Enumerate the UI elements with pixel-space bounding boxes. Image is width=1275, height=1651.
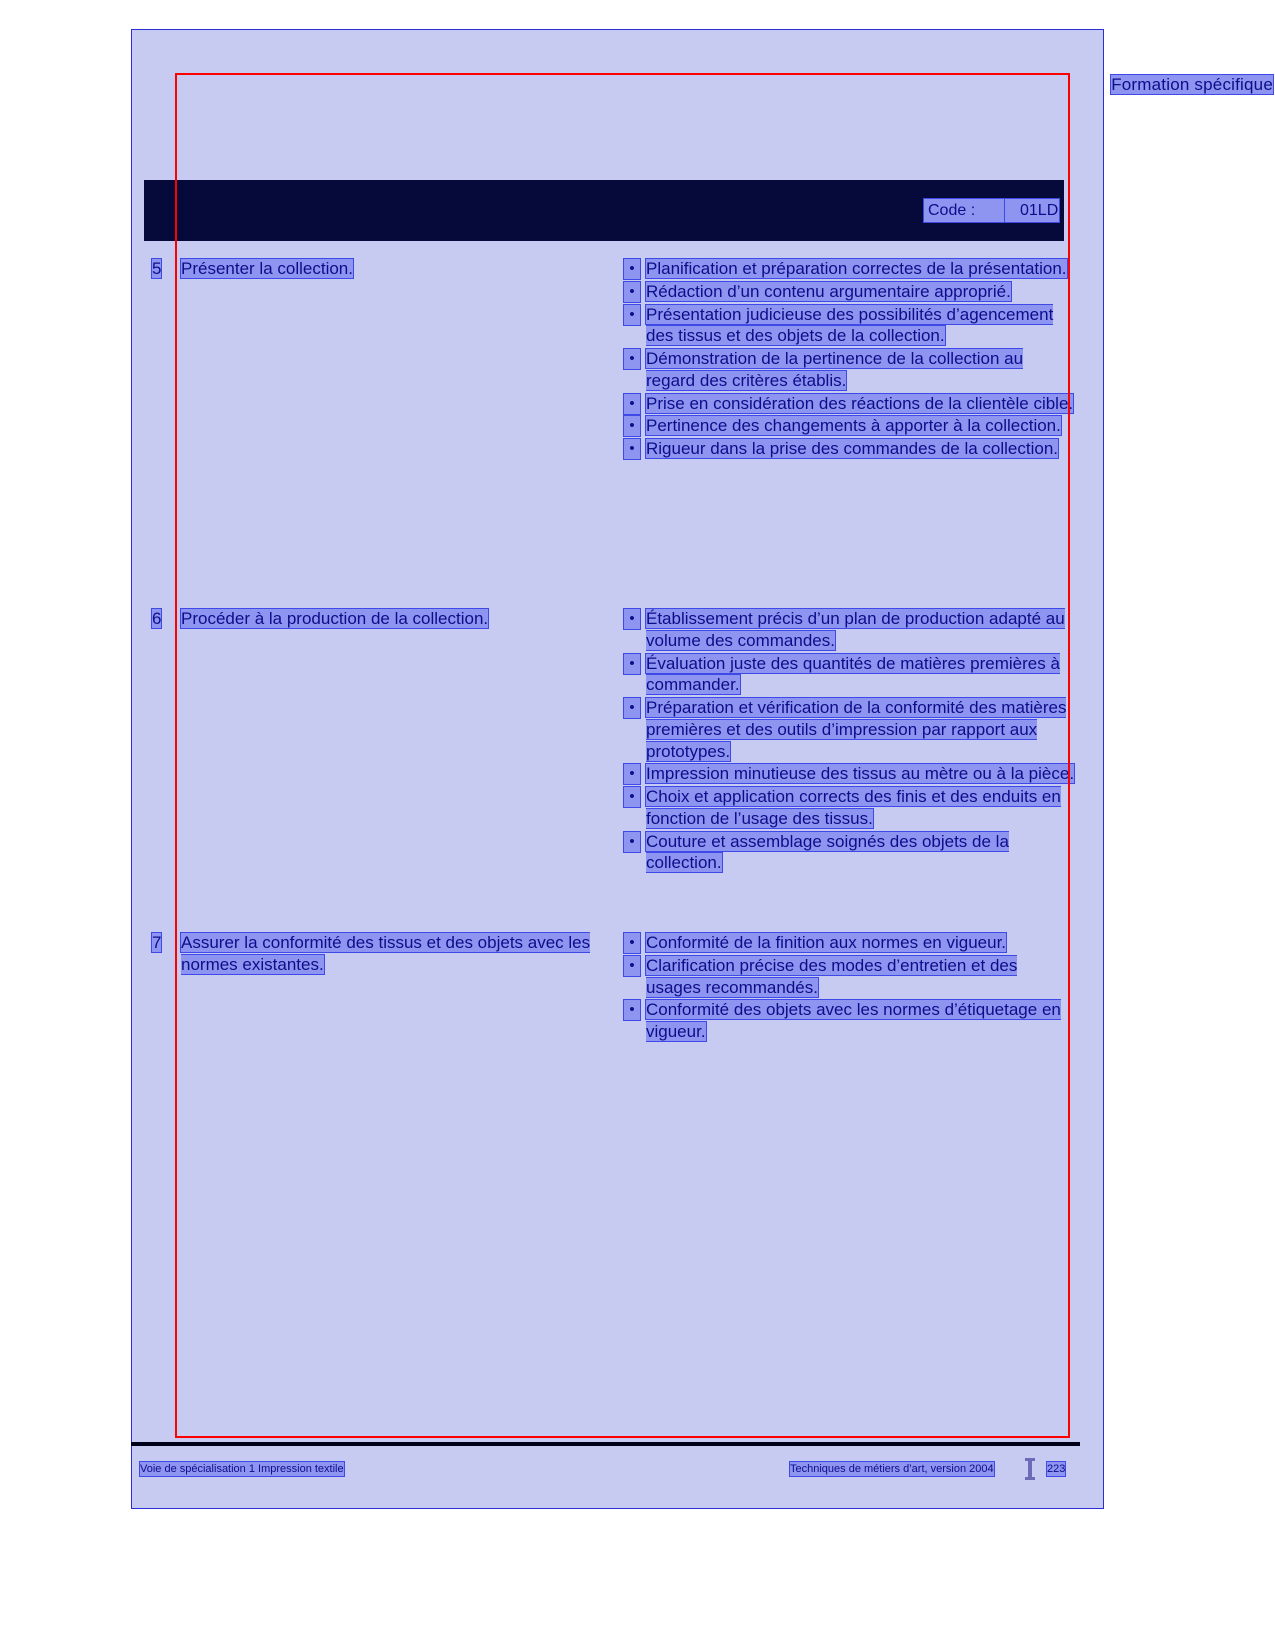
criterion-item — [624, 831, 1076, 875]
criterion-text: Planification et préparation correctes de la présentation. — [646, 259, 1067, 278]
criterion-item — [624, 955, 1076, 999]
bullet-icon: • — [624, 1000, 640, 1020]
criterion-item — [624, 415, 1076, 437]
competency-statement: Présenter la collection. — [181, 259, 353, 278]
criterion-text: Conformité des objets avec les normes d’étiquetage en vigueur. — [646, 1000, 1061, 1041]
criterion-item — [624, 608, 1076, 652]
competency-number: 5 — [152, 259, 162, 278]
criterion-text: Rigueur dans la prise des commandes de la collection. — [646, 439, 1059, 458]
code-value: 01LD — [1020, 201, 1059, 219]
bullet-icon: • — [624, 282, 640, 302]
criterion-text: Prise en considération des réactions de la clientèle cible. — [646, 393, 1074, 413]
competency-statement: Procéder à la production de la collection. — [181, 609, 489, 628]
text-caret — [1028, 1458, 1032, 1480]
code-label: Code : — [928, 201, 976, 219]
footer-right-text: Techniques de métiers d’art, version 2004 — [790, 1463, 994, 1475]
criterion-item — [624, 304, 1076, 348]
competency-number: 7 — [152, 933, 162, 952]
bullet-icon: • — [624, 416, 640, 436]
bullet-icon: • — [624, 259, 640, 279]
criterion-text: Couture et assemblage soignés des objets de la collection. — [646, 831, 1009, 873]
bullet-icon: • — [624, 832, 640, 852]
criterion-text: Choix et application corrects des finis et des enduits en fonction de l’usage des tissus. — [646, 787, 1061, 828]
criterion-item — [624, 932, 1076, 954]
criterion-item — [624, 258, 1076, 280]
criterion-text: Impression minutieuse des tissus au mètre ou à la pièce. — [646, 764, 1075, 784]
criterion-item — [624, 697, 1076, 762]
criterion-text: Rédaction d’un contenu argumentaire approprié. — [646, 281, 1011, 301]
bullet-icon: • — [624, 439, 640, 459]
criterion-item — [624, 281, 1076, 303]
competency-statement: Assurer la conformité des tissus et des objets avec les normes existantes. — [181, 933, 591, 974]
criteria-list — [624, 258, 1076, 461]
bullet-icon: • — [624, 394, 640, 414]
bullet-icon: • — [624, 764, 640, 784]
criterion-item — [624, 438, 1076, 460]
bullet-icon: • — [624, 698, 640, 718]
header-right — [1111, 74, 1273, 96]
criterion-item — [624, 999, 1076, 1043]
header-right-text: Formation spécifique — [1111, 75, 1273, 94]
code-box — [924, 199, 1059, 222]
footer-rule — [131, 1442, 1080, 1446]
footer-left-text: Voie de spécialisation 1 Impression textile — [140, 1463, 344, 1475]
criterion-item — [624, 763, 1076, 785]
criteria-list — [624, 932, 1076, 1044]
section-banner — [144, 180, 1064, 241]
page-footer — [0, 1462, 1275, 1478]
criterion-item — [624, 653, 1076, 697]
code-separator — [1004, 199, 1005, 222]
criterion-text: Clarification précise des modes d’entretien et des usages recommandés. — [646, 955, 1018, 997]
criterion-text: Présentation judicieuse des possibilités d’agencement des tissus et des objets de la collection. — [646, 304, 1054, 346]
bullet-icon: • — [624, 654, 640, 674]
footer-page-number: 223 — [1047, 1463, 1066, 1475]
criterion-text: Démonstration de la pertinence de la collection au regard des critères établis. — [646, 349, 1024, 390]
bullet-icon: • — [624, 349, 640, 369]
bullet-icon: • — [624, 956, 640, 976]
criterion-item — [624, 393, 1076, 415]
criterion-item — [624, 348, 1076, 392]
bullet-icon: • — [624, 305, 640, 325]
criteria-list — [624, 608, 1076, 875]
bullet-icon: • — [624, 609, 640, 629]
criterion-text: Évaluation juste des quantités de matières premières à commander. — [646, 653, 1060, 695]
criterion-text: Pertinence des changements à apporter à la collection. — [646, 416, 1061, 436]
bullet-icon: • — [624, 933, 640, 953]
competency-number: 6 — [152, 609, 162, 628]
criterion-text: Établissement précis d’un plan de production adapté au volume des commandes. — [646, 609, 1065, 650]
criterion-text: Préparation et vérification de la conformité des matières premières et des outils d’impression par rapport aux prototypes. — [646, 698, 1067, 761]
criterion-item — [624, 786, 1076, 830]
bullet-icon: • — [624, 787, 640, 807]
criterion-text: Conformité de la finition aux normes en vigueur. — [646, 933, 1007, 952]
